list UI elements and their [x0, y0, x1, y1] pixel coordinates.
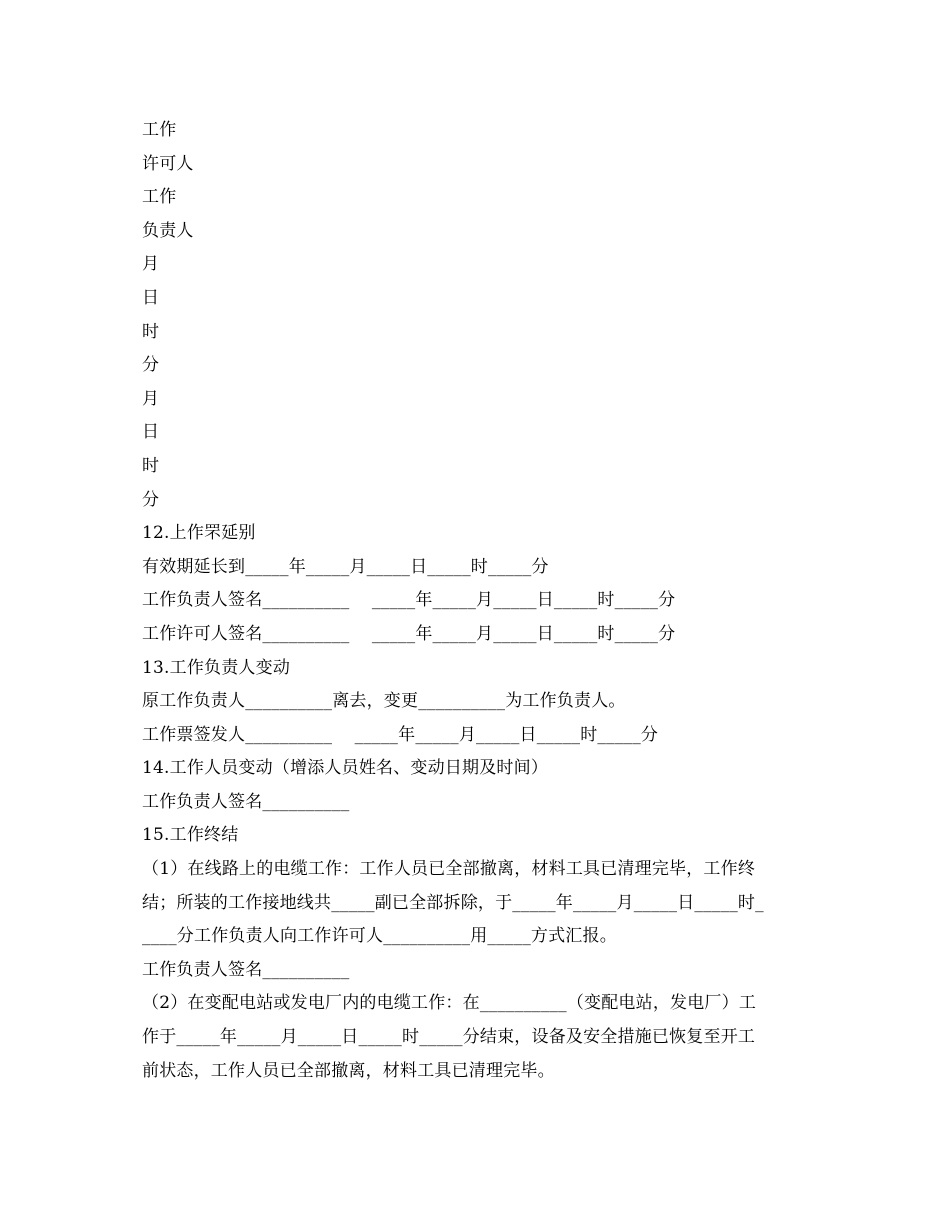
- label-month-1: 月: [142, 254, 160, 275]
- label-responsible-person: 负责人: [142, 220, 194, 241]
- section-15-heading: 15.工作终结: [142, 825, 239, 846]
- label-day-2: 日: [142, 422, 160, 443]
- label-day-1: 日: [142, 287, 160, 308]
- termination-paragraph-2-line-3: 前状态，工作人员已全部撤离，材料工具已清理完毕。: [142, 1060, 555, 1081]
- termination-paragraph-2-line-1: （2）在变配电站或发电厂内的电缆工作：在__________（变配电站，发电厂）工: [142, 993, 757, 1014]
- section-14-heading: 14.工作人员变动（增添人员姓名、变动日期及时间）: [142, 758, 549, 779]
- label-minute-2: 分: [142, 489, 160, 510]
- permit-signature-line: 工作许可人签名__________ _____年_____月_____日_____时_____分: [142, 623, 676, 644]
- responsible-signature-line: 工作负责人签名__________ _____年_____月_____日_____时_____分: [142, 590, 676, 611]
- label-minute-1: 分: [142, 355, 160, 376]
- responsible-change-line: 原工作负责人__________离去，变更__________为工作负责人。: [142, 691, 626, 712]
- label-permit-person: 许可人: [142, 153, 194, 174]
- responsible-signature-line-2: 工作负责人签名__________: [142, 791, 350, 812]
- label-hour-1: 时: [142, 321, 160, 342]
- responsible-signature-line-3: 工作负责人签名__________: [142, 959, 350, 980]
- section-13-heading: 13.工作负责人变动: [142, 657, 291, 678]
- termination-paragraph-1-line-3: ____分工作负责人向工作许可人__________用_____方式汇报。: [142, 926, 617, 947]
- label-work-1: 工作: [142, 120, 177, 140]
- document-page: [142, 114, 822, 1088]
- extension-line: 有效期延长到_____年_____月_____日_____时_____分: [142, 556, 549, 577]
- label-month-2: 月: [142, 388, 160, 409]
- termination-paragraph-1-line-2: 结；所装的工作接地线共_____副已全部拆除，于_____年_____月_____日_____时_: [142, 892, 764, 913]
- section-12-heading: 12.上作罘延别: [142, 523, 256, 544]
- label-work-2: 工作: [142, 187, 177, 208]
- issuer-line: 工作票签发人__________ _____年_____月_____日_____时_____分: [142, 724, 659, 745]
- termination-paragraph-1-line-1: （1）在线路上的电缆工作：工作人员已全部撤离，材料工具已清理完毕，工作终: [142, 859, 756, 880]
- label-hour-2: 时: [142, 455, 160, 476]
- termination-paragraph-2-line-2: 作于_____年_____月_____日_____时_____分结束，设备及安全措施已恢复至开工: [142, 1027, 756, 1048]
